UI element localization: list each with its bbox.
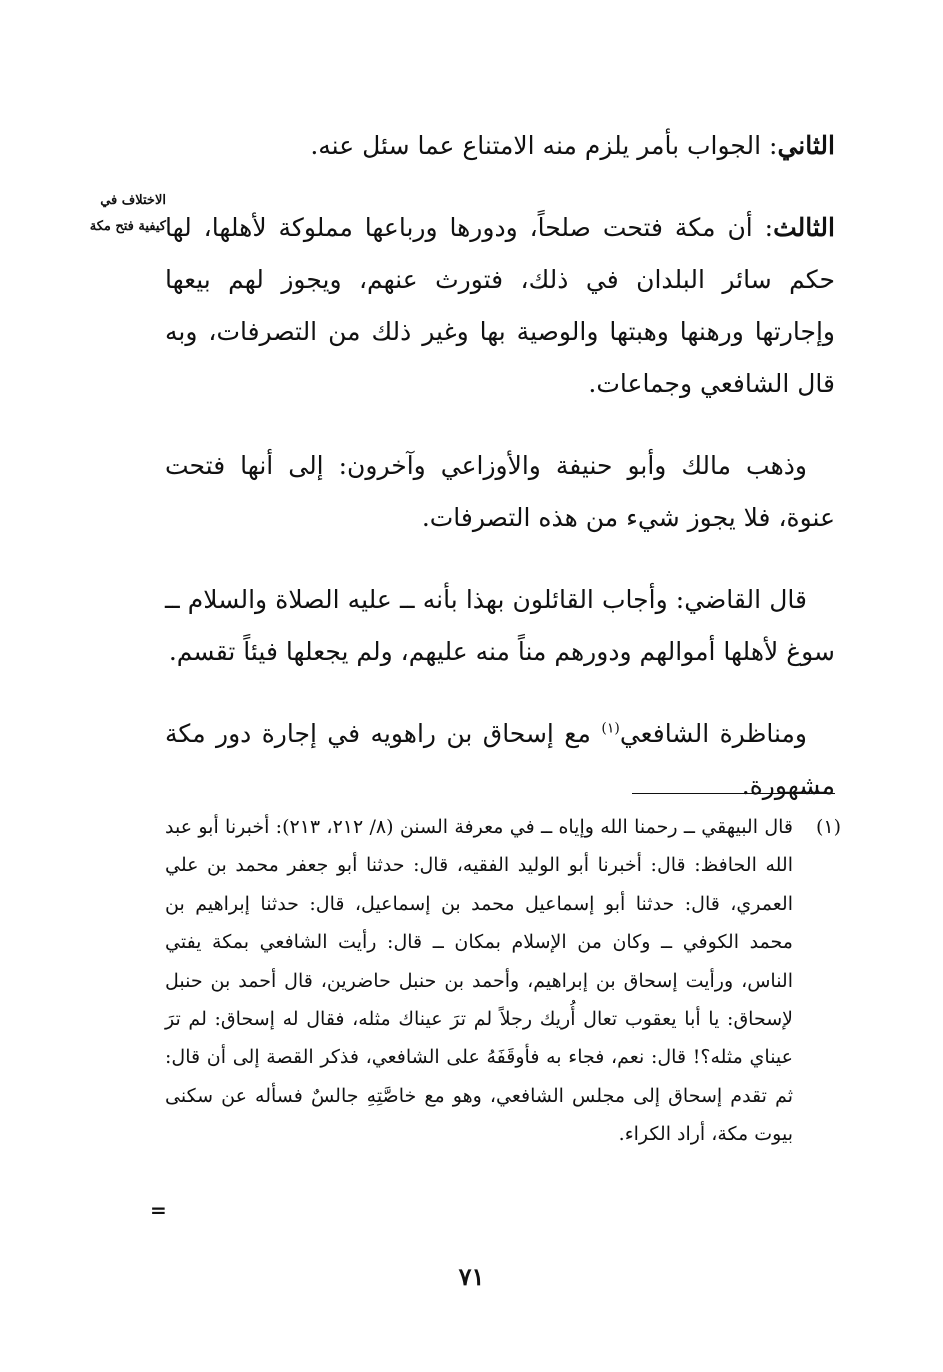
paragraph-malik [165,440,835,544]
main-text [165,120,835,842]
paragraph-text: : أن مكة فتحت صلحاً، ودورها ورباعها مملوكة لأهلها، لها حكم سائر البلدان في ذلك، فتورث عنهم، ويجوز لهم بيعها وإجارتها ورهنها وهبتها والوصية بها وغير ذلك من التصرفات، وبه قال الشافعي وجماعات. [165,213,835,398]
paragraph-text: وذهب مالك وأبو حنيفة والأوزاعي وآخرون: إلى أنها فتحت عنوة، فلا يجوز شيء من هذه التصرفات. [165,451,835,532]
continuation-mark: = [150,1198,167,1222]
footnote-number: (١) [815,816,841,838]
paragraph-third [165,202,835,410]
footnote [165,808,841,1154]
margin-note: الاختلاف في كيفية فتح مكة [89,193,166,234]
footnote-reference[interactable]: (١) [601,720,620,737]
paragraph-second [165,120,835,172]
paragraph-text: مع إسحاق بن راهويه في إجارة دور مكة مشهورة. [165,719,835,800]
paragraph-lead: الثاني [777,131,835,160]
paragraph-text: : الجواب بأمر يلزم منه الامتناع عما سئل عنه. [310,131,778,160]
paragraph-debate [165,708,835,812]
paragraph-lead: الثالث [773,213,835,242]
paragraph-text: قال القاضي: وأجاب القائلون بهذا بأنه ــ عليه الصلاة والسلام ــ سوغ لأهلها أموالهم ودورهم مناً منه عليهم، ولم يجعلها فيئاً تقسم. [165,585,835,666]
footnote-divider [632,793,835,794]
page-number: ٧١ [458,1262,485,1291]
footnote-text: قال البيهقي ــ رحمنا الله وإياه ــ في معرفة السنن (٨/ ٢١٢، ٢١٣): أخبرنا أبو عبد الله الحافظ: قال: أخبرنا أبو الوليد الفقيه، قال: حدثنا أبو جعفر محمد بن علي العمري، قال: حدثنا أبو إسماعيل محمد بن إسماعيل، قال: حدثنا إبراهيم بن محمد الكوفي ــ وكان من الإسلام بمكان ــ قال: رأيت الشافعي بمكة يفتي الناس، ورأيت إسحاق بن إبراهيم، وأحمد بن حنبل حاضرين، قال أحمد بن حنبل لإسحاق: يا أبا يعقوب تعال أُريك رجلاً لم ترَ عيناك مثله، فقال له إسحاق: لم ترَ عيناي مثله؟! قال: نعم، فجاء به فأوقَفَهُ على الشافعي، فذكر القصة إلى أن قال: ثم تقدم إسحاق إلى مجلس الشافعي، وهو مع خاصَّتِهِ جالسٌ فسأله عن سكنى بيوت مكة، أراد الكراء. [165,816,793,1146]
paragraph-text: ومناظرة الشافعي [619,719,808,748]
paragraph-qadi [165,574,835,678]
